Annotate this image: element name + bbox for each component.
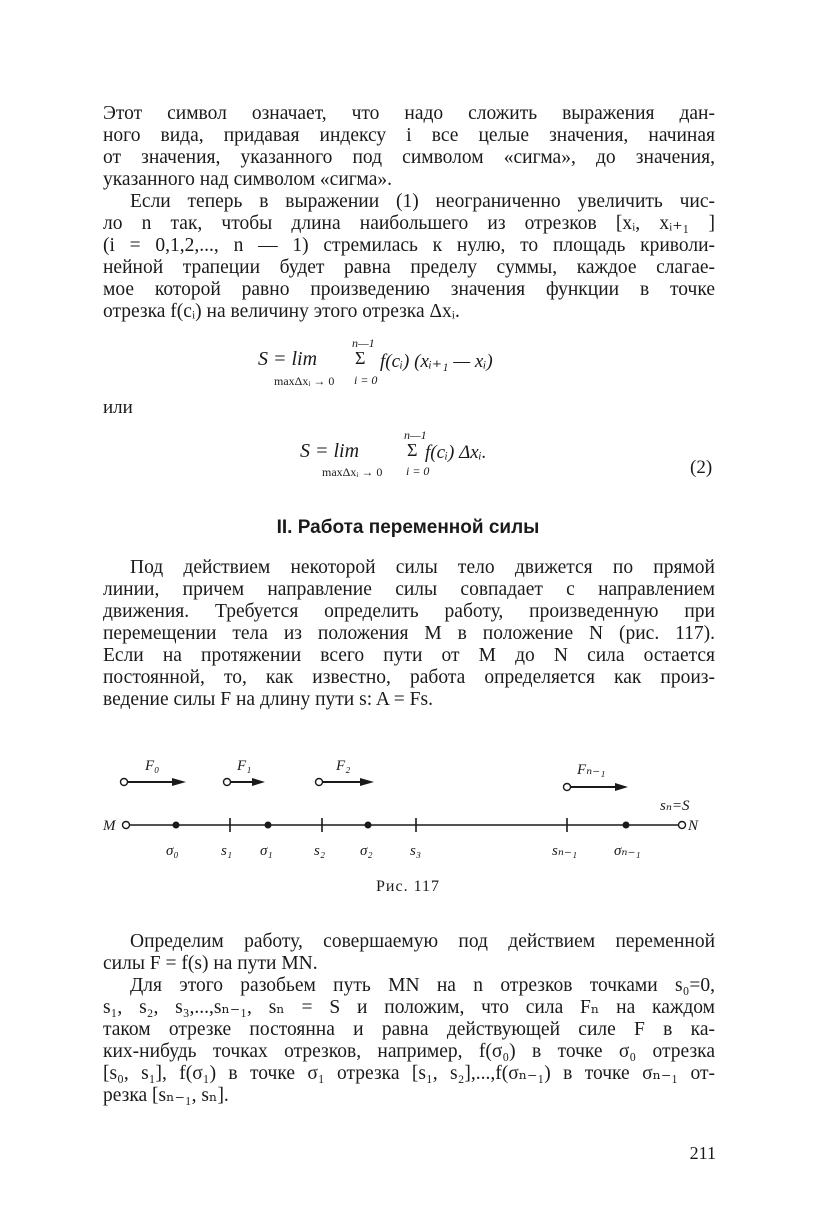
force-label: F₂ — [336, 758, 351, 774]
point-n-label: N — [688, 818, 699, 834]
force-label: F₁ — [237, 758, 252, 774]
text-line: Под действием некоторой силы тело движется по прямой — [130, 557, 715, 578]
text-line: перемещении тела из положения M в положение N (рис. 117). — [103, 623, 715, 644]
axis-label: s₂ — [314, 843, 326, 859]
force-arrow-f2 — [316, 758, 375, 786]
sum-upper-bound: n—1 — [404, 428, 427, 442]
text-line: линии, причем направление силы совпадает с направлением — [103, 579, 715, 600]
text-line: [s₀, s₁], f(σ₁) в точке σ₁ отрезка [s₁, s₂],...,f(σₙ₋₁) в точке σₙ₋₁ от- — [103, 1063, 715, 1084]
sigma-sign: Σ — [355, 348, 366, 368]
page-number: 211 — [689, 1143, 716, 1163]
text-line: ного вида, придавая индексу i все целые значения, начиная — [103, 125, 715, 146]
force-arrow-fn-1 — [564, 762, 629, 791]
path-axis — [123, 818, 686, 832]
axis-label: σ₀ — [166, 843, 179, 859]
axis-label: σ₂ — [360, 843, 373, 859]
sum-lower-bound: i = 0 — [354, 373, 378, 387]
endpoint-label: sₙ=S — [660, 798, 690, 814]
text-line: мое которой равно произведению значения функции в точке — [103, 279, 715, 300]
text-line: ведение силы F на длину пути s: A = Fs. — [103, 689, 433, 710]
text-line: ло n так, чтобы длина наибольшего из отрезков [xᵢ, xᵢ₊₁ ] — [103, 213, 715, 234]
text-line: Если на протяжении всего пути от M до N сила остается — [103, 645, 715, 666]
formula-lhs: S = lim — [258, 348, 318, 370]
text-line: Если теперь в выражении (1) неограниченно увеличить чис- — [130, 191, 715, 212]
sum-lower-bound: i = 0 — [406, 464, 430, 478]
text-line: (i = 0,1,2,..., n — 1) стремилась к нулю, то площадь криволи- — [103, 235, 715, 256]
force-label: F₀ — [145, 758, 160, 774]
text-line: таком отрезке постоянна и равна действующей силе F в ка- — [103, 1019, 715, 1040]
formula-body: f(cᵢ) Δxᵢ. — [425, 442, 487, 463]
section-heading: II. Работа переменной силы — [276, 517, 540, 538]
text-line: указанного над символом «сигма». — [103, 169, 392, 190]
text-line: Определим работу, совершаемую под действием переменной — [130, 931, 715, 952]
sum-upper-bound: n—1 — [352, 336, 375, 350]
axis-label: σ₁ — [260, 843, 273, 859]
text-line: от значения, указанного под символом «сигма», до значения, — [103, 147, 715, 168]
text-line: отрезка f(cᵢ) на величину этого отрезка Δxᵢ. — [103, 301, 460, 322]
axis-label: s₁ — [221, 843, 233, 859]
force-arrow-f1 — [224, 758, 266, 786]
text-line: движения. Требуется определить работу, произведенную при — [103, 601, 715, 622]
force-arrow-f0 — [121, 758, 187, 786]
axis-label: s₃ — [410, 843, 422, 859]
text-line: Для этого разобьем путь MN на n отрезков точками s₀=0, — [130, 975, 715, 996]
text-line: резка [sₙ₋₁, sₙ]. — [103, 1085, 229, 1106]
formula-lhs: S = lim — [300, 440, 360, 462]
text-line: силы F = f(s) на пути MN. — [103, 953, 318, 974]
connector-word: или — [103, 397, 133, 418]
figure-caption: Рис. 117 — [376, 878, 440, 895]
text-line: постоянной, то, как известно, работа определяется как произ- — [103, 667, 715, 688]
formula-limit-subscript: maxΔxᵢ → 0 — [322, 465, 383, 479]
formula-body: f(cᵢ) (xᵢ₊₁ — xᵢ) — [380, 351, 493, 372]
text-line: ких-нибудь точках отрезков, например, f(σ₀) в точке σ₀ отрезка — [103, 1041, 715, 1062]
axis-label: σₙ₋₁ — [614, 843, 641, 859]
point-m-label: M — [103, 818, 116, 834]
text-line: s₁, s₂, s₃,...,sₙ₋₁, sₙ = S и положим, что сила Fₙ на каждом — [103, 997, 715, 1018]
sigma-sign: Σ — [407, 440, 418, 460]
text-line: Этот символ означает, что надо сложить выражения дан- — [103, 103, 715, 124]
axis-label: sₙ₋₁ — [552, 843, 578, 859]
figure-117-diagram — [0, 740, 816, 870]
equation-number: (2) — [690, 457, 713, 478]
force-label: Fₙ₋₁ — [577, 762, 606, 778]
formula-limit-subscript: maxΔxᵢ → 0 — [274, 374, 335, 388]
text-line: нейной трапеции будет равна пределу суммы, каждое слагае- — [103, 257, 715, 278]
